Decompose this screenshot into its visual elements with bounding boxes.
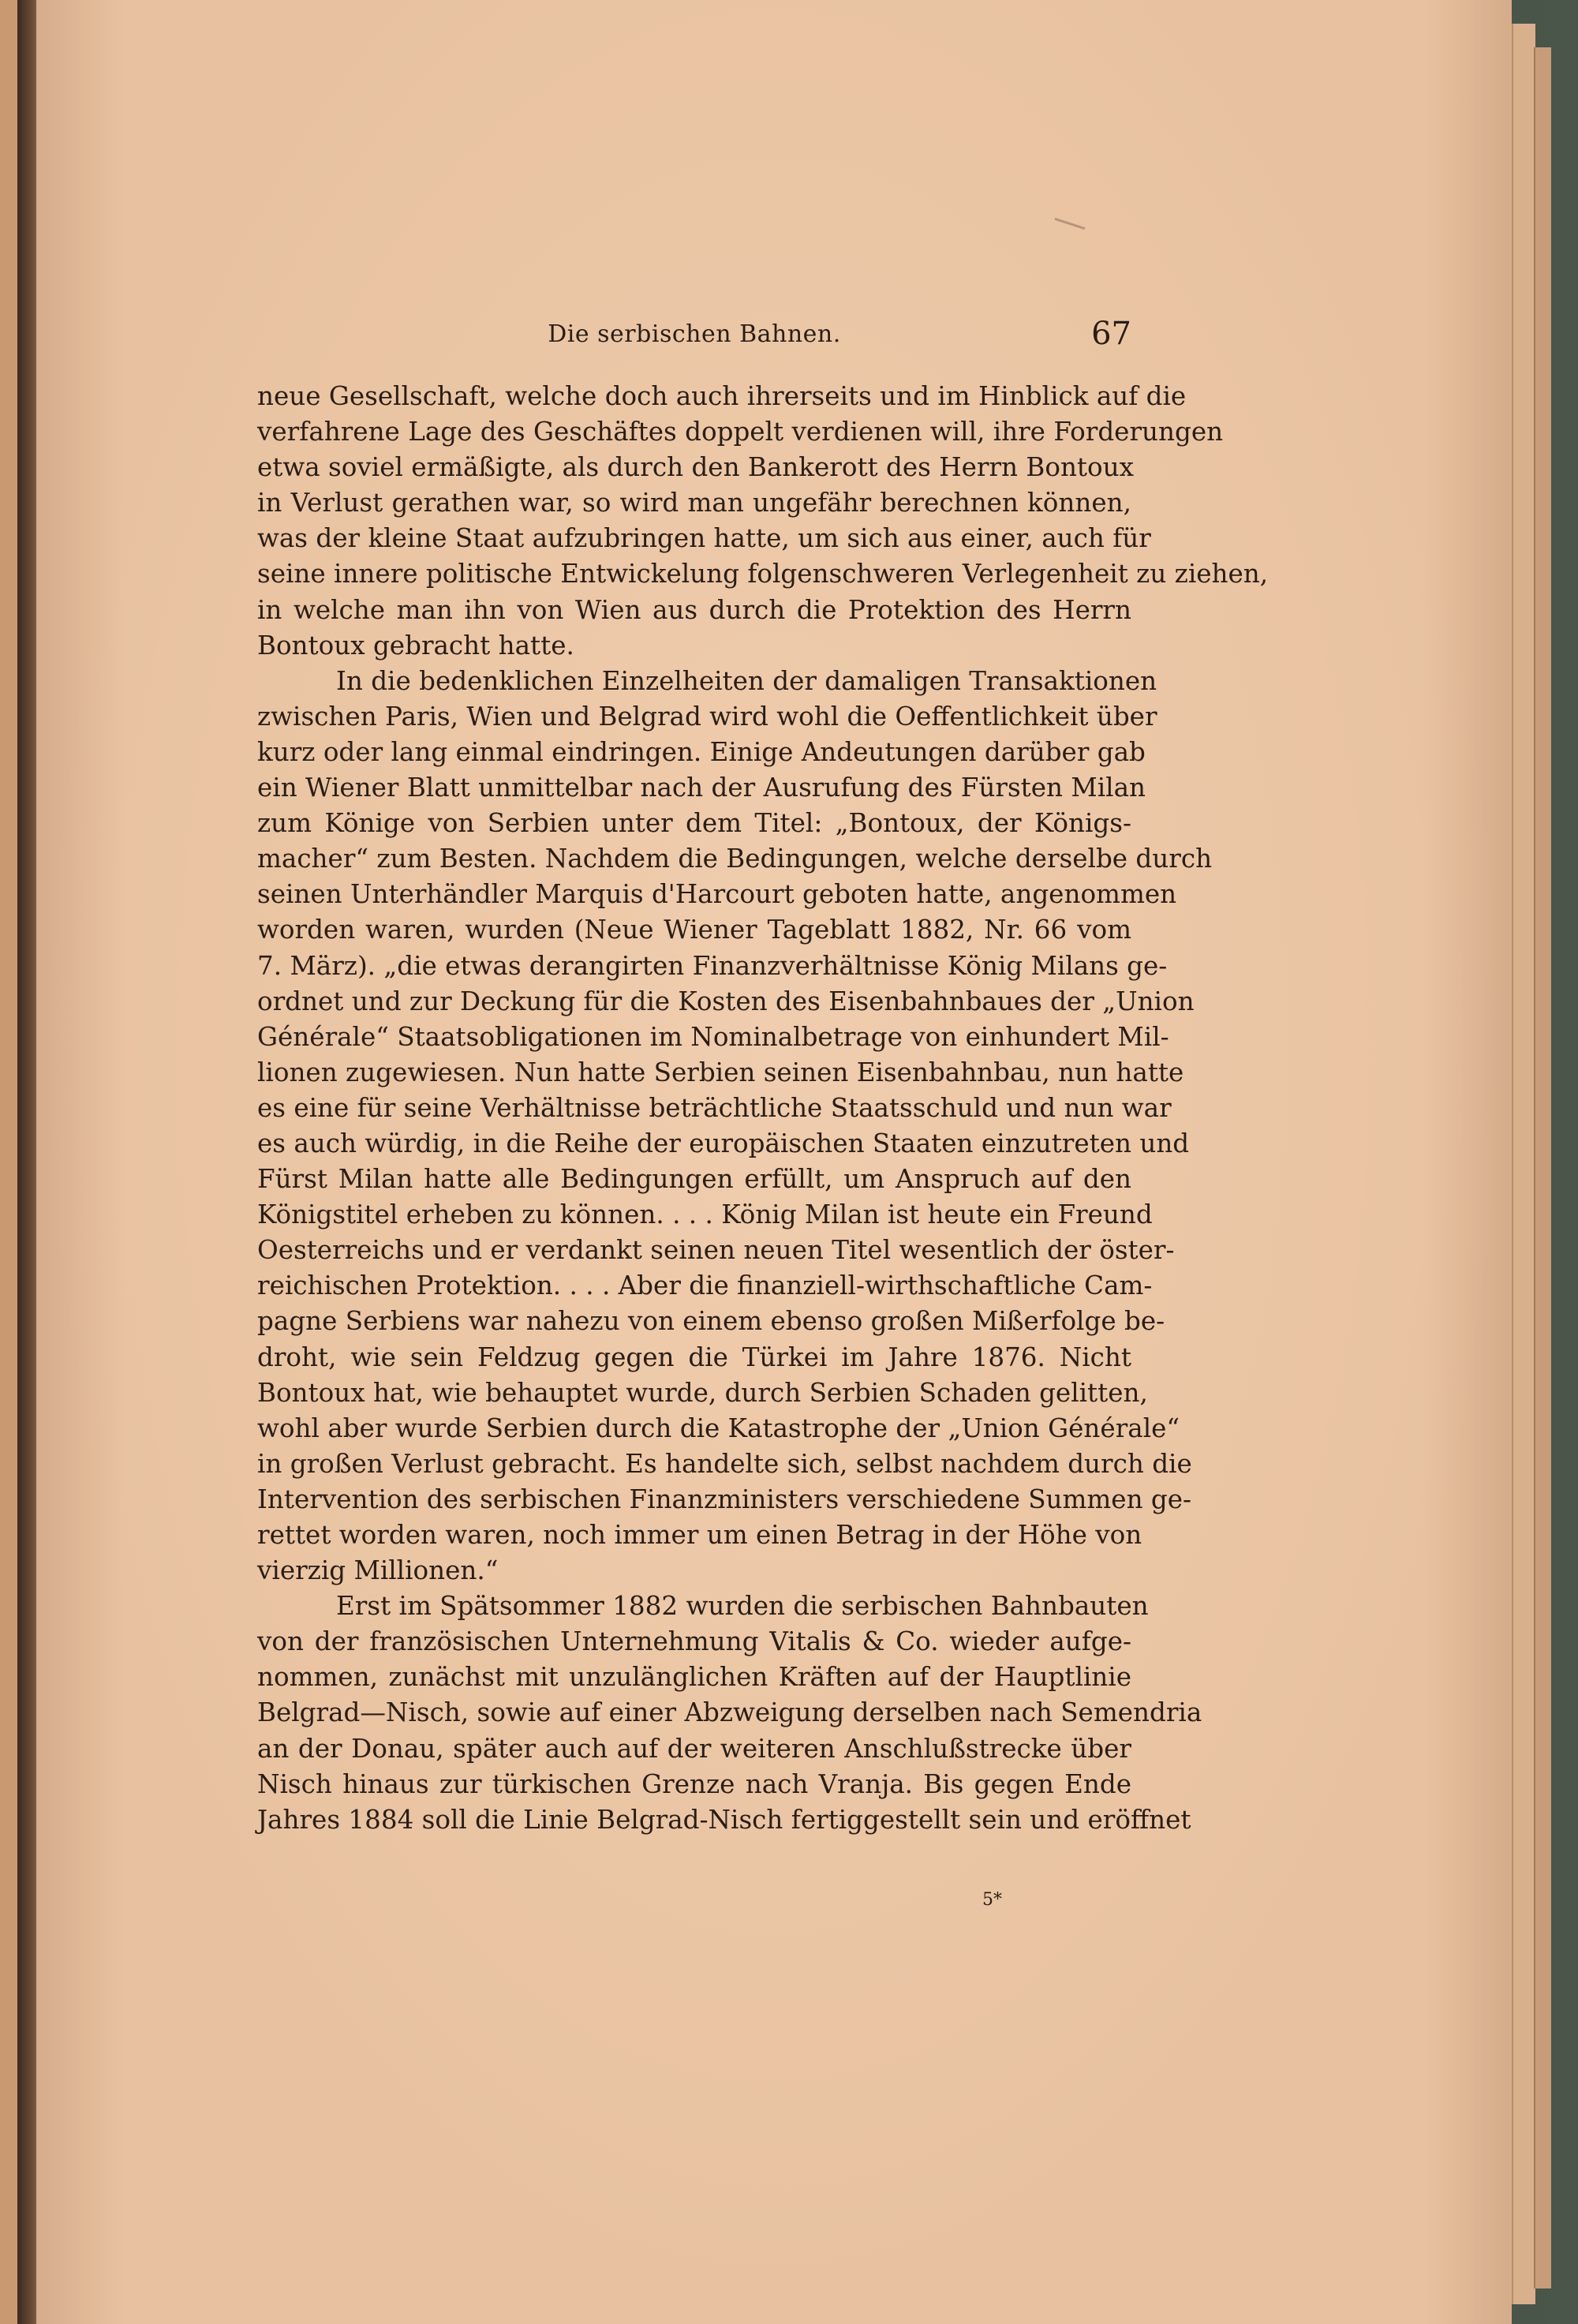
- text-line: Nisch hinaus zur türkischen Grenze nach Vranja. Bis gegen Ende: [257, 1768, 1131, 1799]
- running-title: Die serbischen Bahnen.: [548, 320, 841, 348]
- text-line: In die bedenklichen Einzelheiten der damaligen Transaktionen: [336, 665, 1157, 696]
- text-line: seinen Unterhändler Marquis d'Harcourt geboten hatte, angenommen: [257, 879, 1177, 910]
- text-line: zum Könige von Serbien unter dem Titel: „Bontoux, der Königs-: [257, 808, 1131, 839]
- text-line: seine innere politische Entwickelung folgenschweren Verlegenheit zu ziehen,: [257, 559, 1269, 589]
- text-line: neue Gesellschaft, welche doch auch ihrerseits und im Hinblick auf die: [257, 381, 1187, 411]
- text-line: an der Donau, später auch auf der weiteren Anschlußstrecke über: [257, 1733, 1131, 1764]
- text-line: in welche man ihn von Wien aus durch die Protektion des Herrn: [257, 594, 1131, 625]
- text-line: Générale“ Staatsobligationen im Nominalbetrage von einhundert Mil-: [257, 1021, 1169, 1052]
- text-line: was der kleine Staat aufzubringen hatte, um sich aus einer, auch für: [257, 523, 1151, 554]
- body-text: [257, 379, 1269, 1838]
- text-line: lionen zugewiesen. Nun hatte Serbien seinen Eisenbahnbau, nun hatte: [257, 1057, 1184, 1087]
- text-line: worden waren, wurden (Neue Wiener Tageblatt 1882, Nr. 66 vom: [257, 915, 1131, 945]
- signature-mark: 5*: [982, 1890, 1002, 1910]
- text-line: zwischen Paris, Wien und Belgrad wird wohl die Oeffentlichkeit über: [257, 701, 1157, 732]
- text-line: von der französischen Unternehmung Vitalis & Co. wieder aufge-: [257, 1626, 1131, 1657]
- text-line: Erst im Spätsommer 1882 wurden die serbischen Bahnbauten: [336, 1591, 1149, 1622]
- text-line: Belgrad—Nisch, sowie auf einer Abzweigung derselben nach Semendria: [257, 1697, 1202, 1728]
- text-line: wohl aber wurde Serbien durch die Katastrophe der „Union Générale“: [257, 1413, 1180, 1443]
- text-line: macher“ zum Besten. Nachdem die Bedingungen, welche derselbe durch: [257, 844, 1213, 874]
- text-line: rettet worden waren, noch immer um einen Betrag in der Höhe von: [257, 1520, 1142, 1550]
- text-line: Bontoux gebracht hatte.: [257, 630, 574, 661]
- text-line: ein Wiener Blatt unmittelbar nach der Ausrufung des Fürsten Milan: [257, 773, 1146, 803]
- paper-speck: [1055, 218, 1086, 230]
- page-edge-stack: [1512, 24, 1535, 2304]
- text-line: Königstitel erheben zu können. . . . König Milan ist heute ein Freund: [257, 1199, 1153, 1230]
- text-line: vierzig Millionen.“: [257, 1555, 499, 1586]
- text-line: etwa soviel ermäßigte, als durch den Bankerott des Herrn Bontoux: [257, 452, 1134, 483]
- text-line: in großen Verlust gebracht. Es handelte sich, selbst nachdem durch die: [257, 1448, 1192, 1479]
- text-line: Jahres 1884 soll die Linie Belgrad-Nisch fertiggestellt sein und eröffnet: [257, 1804, 1191, 1835]
- text-line: 7. März). „die etwas derangirten Finanzverhältnisse König Milans ge-: [257, 950, 1168, 981]
- text-line: droht, wie sein Feldzug gegen die Türkei im Jahre 1876. Nicht: [257, 1342, 1131, 1372]
- page-edge-stack-outer: [1534, 47, 1551, 2288]
- text-line: Fürst Milan hatte alle Bedingungen erfüllt, um Anspruch auf den: [257, 1164, 1131, 1195]
- running-head: [257, 316, 1131, 363]
- text-line: kurz oder lang einmal eindringen. Einige Andeutungen darüber gab: [257, 736, 1146, 767]
- text-line: reichischen Protektion. . . . Aber die finanziell-wirthschaftliche Cam-: [257, 1271, 1153, 1301]
- text-line: verfahrene Lage des Geschäftes doppelt verdienen will, ihre Forderungen: [257, 417, 1224, 447]
- text-line: Bontoux hat, wie behauptet wurde, durch Serbien Schaden gelitten,: [257, 1377, 1148, 1408]
- text-line: in Verlust gerathen war, so wird man ungefähr berechnen können,: [257, 488, 1131, 518]
- text-line: ordnet und zur Deckung für die Kosten des Eisenbahnbaues der „Union: [257, 986, 1195, 1016]
- text-line: nommen, zunächst mit unzulänglichen Kräften auf der Hauptlinie: [257, 1662, 1131, 1693]
- text-line: pagne Serbiens war nahezu von einem ebenso großen Mißerfolge be-: [257, 1306, 1165, 1337]
- page-number: 67: [1091, 316, 1131, 352]
- text-line: es auch würdig, in die Reihe der europäischen Staaten einzutreten und: [257, 1128, 1190, 1158]
- text-line: Intervention des serbischen Finanzministers verschiedene Summen ge-: [257, 1484, 1192, 1514]
- text-line: es eine für seine Verhältnisse beträchtliche Staatsschuld und nun war: [257, 1092, 1172, 1123]
- text-line: Oesterreichs und er verdankt seinen neuen Titel wesentlich der öster-: [257, 1235, 1175, 1266]
